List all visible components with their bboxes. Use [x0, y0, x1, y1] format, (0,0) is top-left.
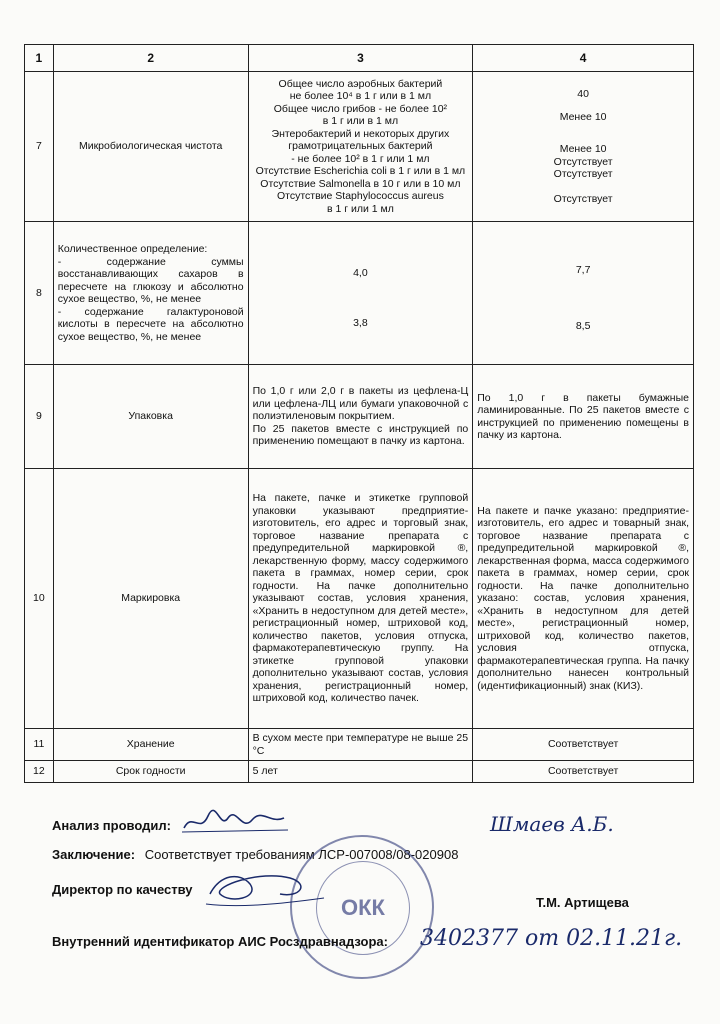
- result-cell: Соответствует: [473, 761, 694, 783]
- norm-cell: В сухом месте при температуре не выше 25 °С: [248, 729, 473, 761]
- result-line: Отсутствует: [553, 192, 613, 205]
- identifier-label: Внутренний идентификатор АИС Росздравнадзора:: [52, 934, 388, 949]
- conclusion-label: Заключение:: [52, 847, 136, 862]
- parameter-name: Срок годности: [53, 761, 248, 783]
- parameter-name: Хранение: [53, 729, 248, 761]
- result-line: Отсутствует: [553, 155, 613, 168]
- identifier-value: 3402377 от 02.11.21г.: [420, 926, 683, 951]
- parameter-name: Упаковка: [53, 365, 248, 469]
- result-value: 7,7: [575, 263, 591, 276]
- norm-line: Отсутствие Staphylococcus aureus: [276, 190, 444, 203]
- name-line: - содержание суммы восстанавливающих сахаров в пересчете на глюкозу и абсолютно сухое вещество, %, не менее: [57, 255, 244, 305]
- conclusion-text: Соответствует требованиям ЛСР-007008/08-020908: [144, 847, 459, 862]
- result-line: Отсутствует: [553, 168, 613, 180]
- norm-cell: [248, 222, 473, 365]
- table-row-7: [25, 72, 694, 222]
- row-number: 8: [25, 222, 54, 365]
- analyst-signature: [180, 806, 290, 836]
- norm-value: 4,0: [353, 266, 368, 279]
- result-line: Менее 10: [559, 110, 607, 123]
- spec-table: [24, 44, 694, 783]
- stamp-center: ОКК: [316, 861, 410, 955]
- name-line: - содержание галактуроновой кислоты в пересчете на абсолютно сухое вещество, %, не менее: [57, 305, 244, 343]
- table-row-8: [25, 222, 694, 365]
- result-cell: [473, 222, 694, 365]
- director-label: Директор по качеству: [52, 882, 193, 897]
- header-col-4: 4: [473, 45, 694, 72]
- norm-line: - не более 10² в 1 г или 1 мл: [291, 152, 430, 165]
- norm-line: в 1 г или в 1 мл: [322, 115, 399, 128]
- table-row-9: [25, 365, 694, 469]
- norm-cell: 5 лет: [248, 761, 473, 783]
- result-line: 40: [577, 88, 589, 100]
- analyst-name: Шмаев А.Б.: [490, 812, 614, 836]
- norm-cell: По 1,0 г или 2,0 г в пакеты из цефлена-Ц или цефлена-ЛЦ или бумаги упаковочной с полиэтиленовым покрытием. По 25 пакетов вместе с инструкцией по применению помещают в пачку из картона.: [248, 365, 473, 469]
- parameter-name: Микробиологическая чистота: [53, 72, 248, 222]
- norm-cell: На пакете, пачке и этикетке групповой упаковки указывают предприятие-изготовитель, его адрес и торговый знак, торговое название препарата с предупредительной маркировкой ®, лекарственную форму, массу содержимого пакета в граммах, номер серии, срок годности. На пачке дополнительно указывают состав, условия хранения, «Хранить в недоступном для детей месте», регистрационный номер, штриховой код, количество пакетов, условия отпуска, фармакотерапевтическую группу. На этикетке групповой упаковки дополнительно указывают состав, условия хранения, регистрационный номер, штриховой код, количество пачек.: [248, 469, 473, 729]
- norm-value: 3,8: [353, 317, 368, 329]
- norm-line: Отсутствие Escherichia coli в 1 г или в 1 мл: [255, 165, 466, 178]
- norm-line: грамотрицательных бактерий: [288, 140, 433, 153]
- row-number: 9: [25, 365, 54, 469]
- analysis-label: Анализ проводил:: [52, 818, 171, 833]
- name-line: Количественное определение:: [57, 243, 208, 255]
- table-row-12: [25, 761, 694, 783]
- norm-line: Общее число грибов - не более 10²: [273, 102, 448, 115]
- norm-cell: [248, 72, 473, 222]
- result-cell: На пакете и пачке указано: предприятие-изготовитель, его адрес и товарный знак, торговое название препарата с предупредительной маркировкой ®, лекарственная форма, масса содержимого пакета в граммах, номер серии, срок годности. На пачке дополнительно указано: состав, условия хранения, «Хранить в недоступном для детей месте», регистрационный номер, штриховой код, количество пакетов, условия отпуска, фармакотерапевтическая группа. На пачку дополнительно нанесен контрольный (идентификационный) знак (КИЗ).: [473, 469, 694, 729]
- header-col-1: 1: [25, 45, 54, 72]
- norm-line: Энтеробактерий и некоторых других: [271, 127, 450, 140]
- row-number: 11: [25, 729, 54, 761]
- norm-line: Отсутствие Salmonella в 10 г или в 10 мл: [260, 177, 461, 190]
- row-number: 12: [25, 761, 54, 783]
- table-header-row: [25, 45, 694, 72]
- norm-line: в 1 г или 1 мл: [326, 202, 394, 215]
- header-col-2: 2: [53, 45, 248, 72]
- result-cell: [473, 72, 694, 222]
- result-line: Менее 10: [559, 143, 607, 155]
- director-name: Т.М. Артищева: [536, 895, 629, 910]
- norm-line: не более 10⁴ в 1 г или в 1 мл: [289, 90, 432, 103]
- row-number: 7: [25, 72, 54, 222]
- parameter-name: [53, 222, 248, 365]
- result-value: 8,5: [575, 320, 591, 332]
- norm-line: Общее число аэробных бактерий: [278, 77, 443, 90]
- table-row-10: [25, 469, 694, 729]
- row-number: 10: [25, 469, 54, 729]
- result-cell: Соответствует: [473, 729, 694, 761]
- header-col-3: 3: [248, 45, 473, 72]
- table-row-11: [25, 729, 694, 761]
- organization-stamp: [290, 835, 434, 979]
- parameter-name: Маркировка: [53, 469, 248, 729]
- result-cell: По 1,0 г в пакеты бумажные ламинированные. По 25 пакетов вместе с инструкцией по применению помещены в пачку из картона.: [473, 365, 694, 469]
